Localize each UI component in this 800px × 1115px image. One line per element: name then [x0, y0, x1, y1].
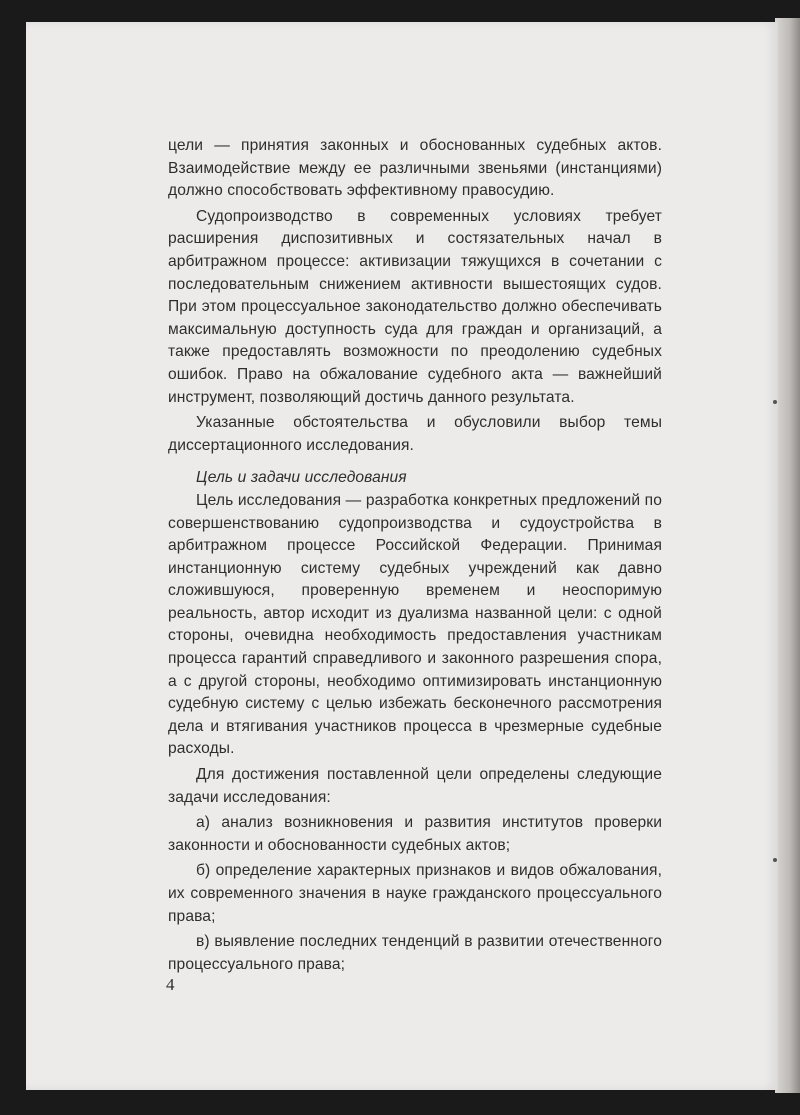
- paragraph-4: Цель исследования — разработка конкретных предложений по совершенствованию судопроизводства и судоустройства в арбитражном процессе Российской Федерации. Принимая инстанционную систему судебных учреждений как давно сложившуюся, проверенную временем и неоспоримую реальность, автор исходит из дуализма названной цели: с одной стороны, очевидна необходимость предоставления участникам процесса гарантий справедливого и законного разрешения спора, а с другой стороны, необходимо оптимизировать инстанционную судебную систему с целью избежать бесконечного рассмотрения дела и втягивания участников процесса в чрезмерные судебные расходы.: [168, 491, 662, 758]
- section-heading: Цель и задачи исследования: [196, 469, 407, 487]
- paragraph-5: Для достижения поставленной цели определены следующие задачи исследования:: [168, 766, 662, 806]
- list-item-c: в) выявление последних тенденций в развитии отечественного процессуального права;: [168, 933, 662, 973]
- list-item-b: б) определение характерных признаков и видов обжалования, их современного значения в науке гражданского процессуального права;: [168, 862, 662, 925]
- paragraph-1: цели — принятия законных и обоснованных судебных актов. Взаимодействие между ее различными звеньями (инстанциями) должно способствовать эффективному правосудию.: [168, 137, 662, 200]
- document-body: [168, 135, 662, 979]
- page-number: 4: [166, 975, 175, 994]
- paragraph-2: Судопроизводство в современных условиях требует расширения диспозитивных и состязательных начал в арбитражном процессе: активизации тяжущихся в сочетании с последовательным снижением активности вышестоящих судов. При этом процессуальное законодательство должно обеспечивать максимальную доступность суда для граждан и организаций, а также предоставлять возможности по преодолению судебных ошибок. Право на обжалование судебного акта — важнейший инструмент, позволяющий достичь данного результата.: [168, 207, 662, 406]
- binding-mark: [773, 400, 777, 404]
- paragraph-3: Указанные обстоятельства и обусловили выбор темы диссертационного исследования.: [168, 414, 662, 454]
- binding-mark: [773, 858, 777, 862]
- list-item-a: а) анализ возникновения и развития институтов проверки законности и обоснованности судебных актов;: [168, 814, 662, 854]
- page-edge: [775, 18, 800, 1093]
